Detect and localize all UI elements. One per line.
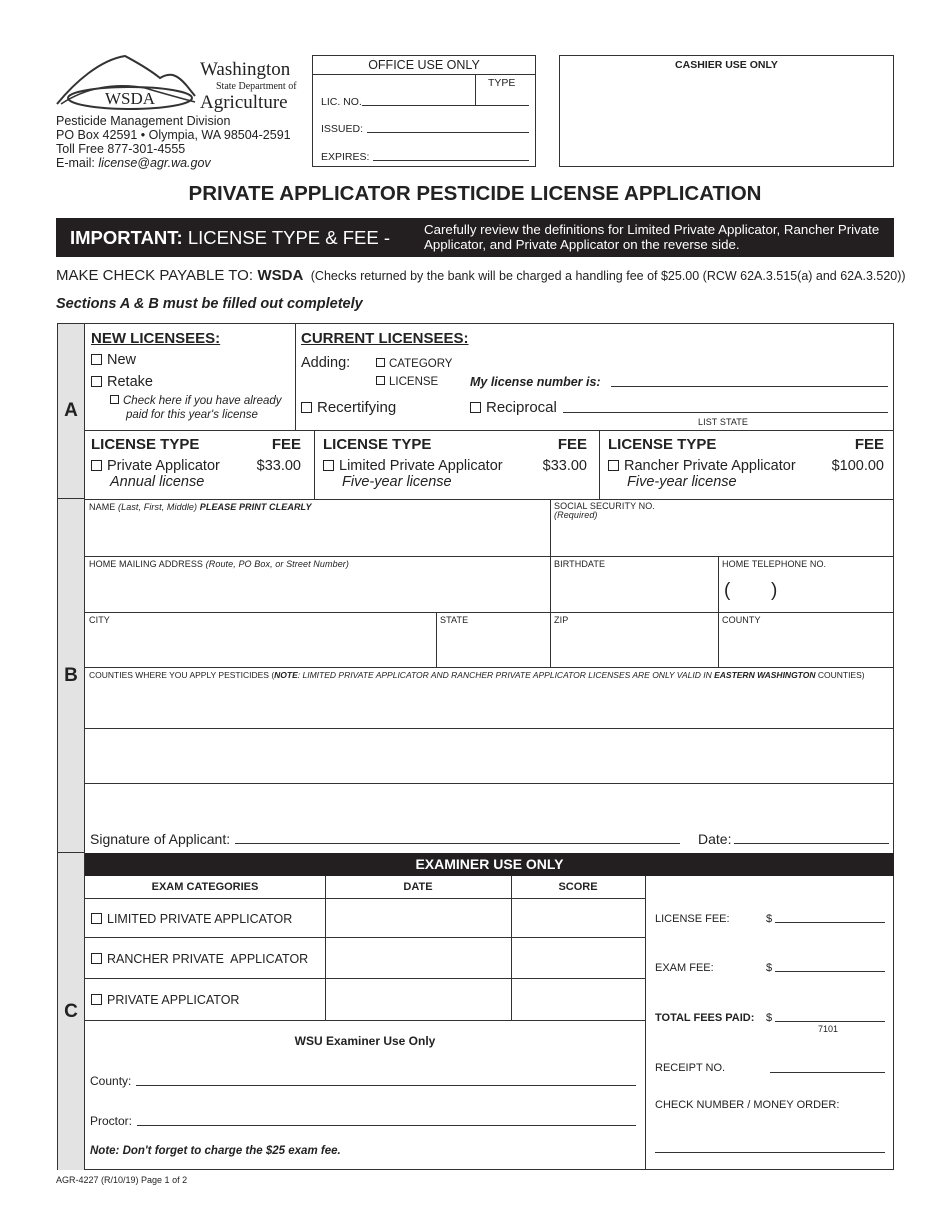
agency-title-1: Washington: [200, 59, 291, 80]
new-licensees-title: NEW LICENSEES:: [91, 330, 221, 347]
exam-county-field[interactable]: [136, 1074, 636, 1086]
lic-no-label: LIC. NO.: [321, 96, 362, 108]
issued-label: ISSUED:: [321, 123, 364, 135]
phone-field[interactable]: HOME TELEPHONE NO.: [722, 559, 827, 569]
email[interactable]: license@agr.wa.gov: [98, 156, 211, 170]
private-applicator-checkbox[interactable]: Private Applicator: [91, 458, 220, 474]
section-c-label: C: [58, 853, 85, 1170]
current-licensees-title: CURRENT LICENSEES:: [301, 330, 469, 347]
list-state-label: LIST STATE: [698, 417, 749, 427]
phone-paren-close: ): [771, 580, 778, 601]
section-a-label: A: [58, 324, 85, 499]
agency-title-3: Agriculture: [200, 92, 288, 113]
signature-label: Signature of Applicant:: [90, 831, 231, 847]
county-label: County:: [90, 1074, 132, 1088]
email-label: E-mail:: [56, 156, 95, 170]
payable-payee: WSDA: [257, 267, 304, 284]
payable-label: MAKE CHECK PAYABLE TO:: [56, 267, 254, 284]
agency-title-2: State Department of: [216, 81, 297, 92]
limited-applicator-checkbox[interactable]: Limited Private Applicator: [323, 458, 503, 474]
signature-field[interactable]: [235, 831, 680, 844]
city-field[interactable]: CITY: [89, 615, 110, 625]
zip-field[interactable]: ZIP: [554, 615, 569, 625]
license-fee-label: LICENSE FEE:: [655, 913, 730, 925]
fee-code: 7101: [818, 1024, 839, 1034]
license-checkbox[interactable]: LICENSE: [376, 376, 438, 388]
cashier-use-box: [559, 55, 894, 167]
exam-private-checkbox[interactable]: PRIVATE APPLICATOR: [91, 993, 239, 1007]
office-use-box: [312, 55, 536, 167]
total-fees-label: TOTAL FEES PAID:: [655, 1012, 755, 1024]
birthdate-field[interactable]: BIRTHDATE: [554, 559, 606, 569]
name-field[interactable]: NAME (Last, First, Middle) PLEASE PRINT CLEARLY: [89, 502, 312, 512]
exam-rancher-checkbox[interactable]: RANCHER PRIVATE APPLICATOR: [91, 952, 308, 966]
license-type-limited: LICENSE TYPE FEE Limited Private Applicator $33.00 Five-year license: [323, 436, 587, 490]
receipt-label: RECEIPT NO.: [655, 1062, 726, 1074]
check-number-label: CHECK NUMBER / MONEY ORDER:: [655, 1099, 840, 1111]
footer: AGR-4227 (R/10/19) Page 1 of 2: [56, 1175, 188, 1185]
examiner-banner: EXAMINER USE ONLY: [85, 853, 894, 876]
payable-note: (Checks returned by the bank will be charged a handling fee of $25.00 (RCW 62A.3.515(a) and 62A.3.520)): [310, 269, 906, 283]
wsu-examiner: WSU Examiner Use Only: [294, 1034, 436, 1048]
license-type-private: LICENSE TYPE FEE Private Applicator $33.00 Annual license: [91, 436, 301, 490]
date-label: Date:: [698, 831, 732, 847]
important-rest: LICENSE TYPE & FEE -: [187, 227, 391, 248]
svg-text:WSDA: WSDA: [104, 89, 156, 108]
category-checkbox[interactable]: CATEGORY: [376, 358, 452, 370]
phone: Toll Free 877-301-4555: [56, 142, 186, 156]
rancher-applicator-checkbox[interactable]: Rancher Private Applicator: [608, 458, 796, 474]
retake-checkbox[interactable]: Retake: [91, 374, 153, 390]
form-title: PRIVATE APPLICATOR PESTICIDE LICENSE APPLICATION: [188, 182, 762, 205]
ssn-field[interactable]: SOCIAL SECURITY NO. (Required): [554, 501, 655, 520]
proctor-field[interactable]: [137, 1114, 636, 1126]
total-fees-field[interactable]: [775, 1012, 885, 1022]
division: Pesticide Management Division: [56, 114, 231, 128]
issued-field[interactable]: [367, 123, 529, 133]
exam-fee-note: Note: Don't forget to charge the $25 exam fee.: [90, 1145, 341, 1157]
col-exam: EXAM CATEGORIES: [151, 881, 259, 893]
exam-limited-checkbox[interactable]: LIMITED PRIVATE APPLICATOR: [91, 912, 292, 926]
new-checkbox[interactable]: New: [91, 352, 136, 368]
phone-paren-open: (: [724, 580, 731, 601]
col-date: DATE: [403, 881, 433, 893]
expires-label: EXPIRES:: [321, 151, 370, 163]
check-number-field[interactable]: [655, 1152, 885, 1153]
form-body: [57, 323, 894, 1170]
reciprocal-state-field[interactable]: [563, 399, 888, 413]
address: PO Box 42591 • Olympia, WA 98504-2591: [56, 128, 291, 142]
reciprocal-checkbox[interactable]: Reciprocal: [470, 399, 557, 416]
expires-field[interactable]: [373, 151, 529, 161]
wsda-logo-icon: [55, 52, 200, 112]
date-field[interactable]: [734, 831, 889, 844]
recertifying-checkbox[interactable]: Recertifying: [301, 399, 396, 416]
exam-fee-field[interactable]: [775, 962, 885, 972]
county-field[interactable]: COUNTY: [722, 615, 761, 625]
license-fee-dollar: $: [766, 913, 773, 925]
state-field[interactable]: STATE: [440, 615, 469, 625]
counties-field[interactable]: COUNTIES WHERE YOU APPLY PESTICIDES (NOTE: LIMITED PRIVATE APPLICATOR AND RANCHER PRIVATE APPLICATOR LICENSES ARE ONLY VALID IN EASTERN WASHINGTON COUNTIES): [89, 670, 865, 680]
exam-fee-dollar: $: [766, 962, 773, 974]
license-type-rancher: LICENSE TYPE FEE Rancher Private Applicator $100.00 Five-year license: [608, 436, 884, 490]
office-use-title: OFFICE USE ONLY: [313, 56, 535, 75]
col-score: SCORE: [558, 881, 598, 893]
license-number-field[interactable]: [611, 375, 888, 387]
important-banner: [56, 218, 894, 257]
adding-label: Adding:: [301, 355, 351, 371]
total-fees-dollar: $: [766, 1012, 773, 1024]
lic-no-field[interactable]: [362, 96, 529, 106]
exam-fee-label: EXAM FEE:: [655, 962, 714, 974]
receipt-field[interactable]: [770, 1072, 885, 1073]
section-b-label: B: [58, 499, 85, 853]
license-fee-field[interactable]: [775, 913, 885, 923]
license-number-label: My license number is:: [470, 375, 601, 389]
paid-checkbox[interactable]: Check here if you have already paid for this year's license: [110, 394, 282, 422]
sections-note: Sections A & B must be filled out completely: [56, 296, 363, 312]
type-label: TYPE: [488, 77, 516, 89]
cashier-title: CASHIER USE ONLY: [675, 59, 778, 71]
important-bold: IMPORTANT:: [70, 227, 183, 248]
address-field[interactable]: HOME MAILING ADDRESS (Route, PO Box, or Street Number): [89, 559, 349, 569]
proctor-label: Proctor:: [90, 1114, 133, 1128]
important-note: Carefully review the definitions for Limited Private Applicator, Rancher Private Applicator, and Private Applicator on the reverse side.: [424, 222, 880, 252]
